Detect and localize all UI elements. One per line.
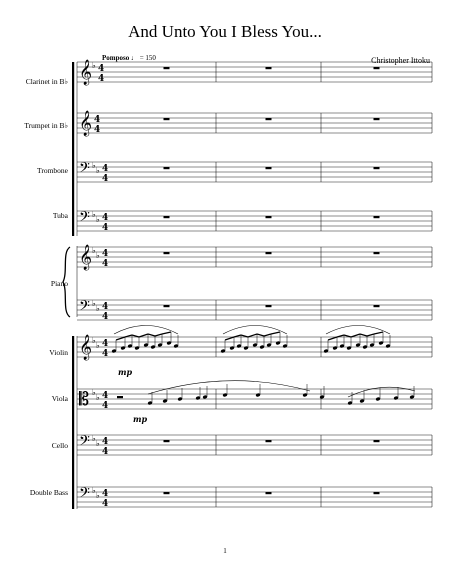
flat-icon: ♭ xyxy=(92,388,96,397)
whole-rest xyxy=(374,252,380,254)
whole-rest xyxy=(266,118,272,120)
instrument-label-piano: Piano xyxy=(50,279,68,288)
time-signature-top: 4 xyxy=(102,164,109,174)
flat-icon: ♭ xyxy=(92,486,96,495)
whole-rest xyxy=(164,118,170,120)
time-signature-top: 4 xyxy=(102,391,109,401)
time-signature-top: 4 xyxy=(102,437,109,447)
instrument-label-tuba: Tuba xyxy=(52,211,68,220)
whole-rest xyxy=(266,67,272,69)
treble-clef-icon: 𝄞 xyxy=(79,60,93,85)
note-beam xyxy=(264,334,271,336)
flat-icon: ♭ xyxy=(96,251,100,260)
staff xyxy=(77,298,432,322)
note-beam xyxy=(257,334,264,336)
note-beam xyxy=(148,334,155,336)
flat-icon: ♭ xyxy=(92,299,96,308)
note-beam xyxy=(367,334,374,336)
whole-rest xyxy=(374,305,380,307)
time-signature-top: 4 xyxy=(102,213,109,223)
staff xyxy=(77,59,432,85)
whole-rest xyxy=(374,167,380,169)
whole-rest xyxy=(164,216,170,218)
composer-name: Christopher Ittoku xyxy=(371,56,430,65)
note-beam xyxy=(360,334,367,336)
whole-rest xyxy=(266,216,272,218)
note-beam xyxy=(374,332,383,334)
time-signature-bottom: 4 xyxy=(102,447,109,457)
bass-clef-icon: 𝄢 xyxy=(79,485,90,505)
staff xyxy=(77,160,432,184)
whole-rest xyxy=(374,216,380,218)
flat-icon: ♭ xyxy=(92,210,96,219)
instrument-label-viola: Viola xyxy=(51,394,68,403)
whole-rest xyxy=(164,305,170,307)
whole-rest xyxy=(164,252,170,254)
instrument-label-cello: Cello xyxy=(51,441,68,450)
treble-clef-icon: 𝄞 xyxy=(79,245,93,270)
whole-rest xyxy=(374,492,380,494)
note-beam xyxy=(328,337,337,340)
flat-icon: ♭ xyxy=(92,336,96,345)
note-beam xyxy=(351,334,360,337)
time-signature-top: 4 xyxy=(94,115,101,125)
flat-icon: ♭ xyxy=(96,393,100,402)
alto-clef-icon: 𝄡 xyxy=(79,389,90,410)
tempo-bpm: = 150 xyxy=(139,54,156,62)
piano-brace xyxy=(63,247,70,317)
note-beam xyxy=(234,335,241,337)
note-beam xyxy=(271,332,280,334)
whole-rest xyxy=(374,118,380,120)
note-beam xyxy=(344,335,351,337)
staff xyxy=(77,485,432,509)
flat-icon: ♭ xyxy=(96,215,100,224)
time-signature-bottom: 4 xyxy=(102,349,109,359)
treble-clef-icon: 𝄞 xyxy=(79,111,93,136)
time-signature-bottom: 4 xyxy=(98,74,105,84)
viola-dynamic-mp: mp xyxy=(133,414,148,424)
time-signature-top: 4 xyxy=(102,249,109,259)
flat-icon: ♭ xyxy=(92,246,96,255)
note-beam xyxy=(116,337,125,340)
woodwind-brass-bracket xyxy=(72,62,74,236)
tempo-text: Pomposo xyxy=(102,54,130,62)
staff xyxy=(77,244,432,270)
whole-rest xyxy=(164,440,170,442)
time-signature-top: 4 xyxy=(98,64,105,74)
time-signature-bottom: 4 xyxy=(102,499,109,509)
staff xyxy=(77,110,432,136)
flat-icon: ♭ xyxy=(96,304,100,313)
flat-icon: ♭ xyxy=(96,491,100,500)
half-rest xyxy=(117,396,123,398)
time-signature-bottom: 4 xyxy=(102,174,109,184)
whole-rest xyxy=(266,440,272,442)
whole-rest xyxy=(266,167,272,169)
page-number: 1 xyxy=(223,547,227,555)
flat-icon: ♭ xyxy=(96,341,100,350)
whole-rest xyxy=(266,492,272,494)
whole-rest xyxy=(164,67,170,69)
time-signature-top: 4 xyxy=(102,302,109,312)
instrument-label-clarinet: Clarinet in B♭ xyxy=(25,77,68,86)
staff xyxy=(77,433,432,457)
whole-rest xyxy=(266,305,272,307)
note-beam xyxy=(248,334,257,337)
time-signature-bottom: 4 xyxy=(94,125,101,135)
whole-rest xyxy=(164,492,170,494)
strings-bracket xyxy=(72,336,74,509)
phrase-slur xyxy=(148,381,310,394)
time-signature-top: 4 xyxy=(102,339,109,349)
whole-rest xyxy=(266,252,272,254)
score-title: And Unto You I Bless You... xyxy=(128,22,322,41)
note-beam xyxy=(125,335,132,337)
flat-icon: ♭ xyxy=(92,434,96,443)
note-beam xyxy=(132,335,139,337)
time-signature-bottom: 4 xyxy=(102,259,109,269)
bass-clef-icon: 𝄢 xyxy=(79,433,90,453)
flat-icon: ♭ xyxy=(96,439,100,448)
instrument-label-trumpet: Trumpet in B♭ xyxy=(24,121,68,130)
phrase-slur xyxy=(348,387,415,397)
note-beam xyxy=(241,335,248,337)
note-beam xyxy=(225,337,234,340)
whole-rest xyxy=(374,67,380,69)
viola-melody xyxy=(117,381,415,406)
bass-clef-icon: 𝄢 xyxy=(79,209,90,229)
instrument-label-trombone: Trombone xyxy=(37,166,68,175)
violin-melody xyxy=(111,326,390,354)
quarter-note-icon: ♩ xyxy=(130,54,138,62)
note-beam xyxy=(155,334,162,336)
flat-icon: ♭ xyxy=(96,166,100,175)
flat-icon: ♭ xyxy=(92,61,96,70)
violin-dynamic-mp: mp xyxy=(118,367,133,377)
time-signature-top: 4 xyxy=(102,489,109,499)
time-signature-bottom: 4 xyxy=(102,223,109,233)
staff xyxy=(77,209,432,233)
whole-rest xyxy=(164,167,170,169)
bass-clef-icon: 𝄢 xyxy=(79,160,90,180)
note-beam xyxy=(162,332,171,334)
note-beam xyxy=(337,335,344,337)
flat-icon: ♭ xyxy=(92,161,96,170)
instrument-label-double-bass: Double Bass xyxy=(29,488,68,497)
bass-clef-icon: 𝄢 xyxy=(79,298,90,318)
instrument-label-violin: Violin xyxy=(49,348,68,357)
whole-rest xyxy=(374,440,380,442)
note-beam xyxy=(139,334,148,337)
time-signature-bottom: 4 xyxy=(102,401,109,411)
treble-clef-icon: 𝄞 xyxy=(79,335,93,360)
time-signature-bottom: 4 xyxy=(102,312,109,322)
